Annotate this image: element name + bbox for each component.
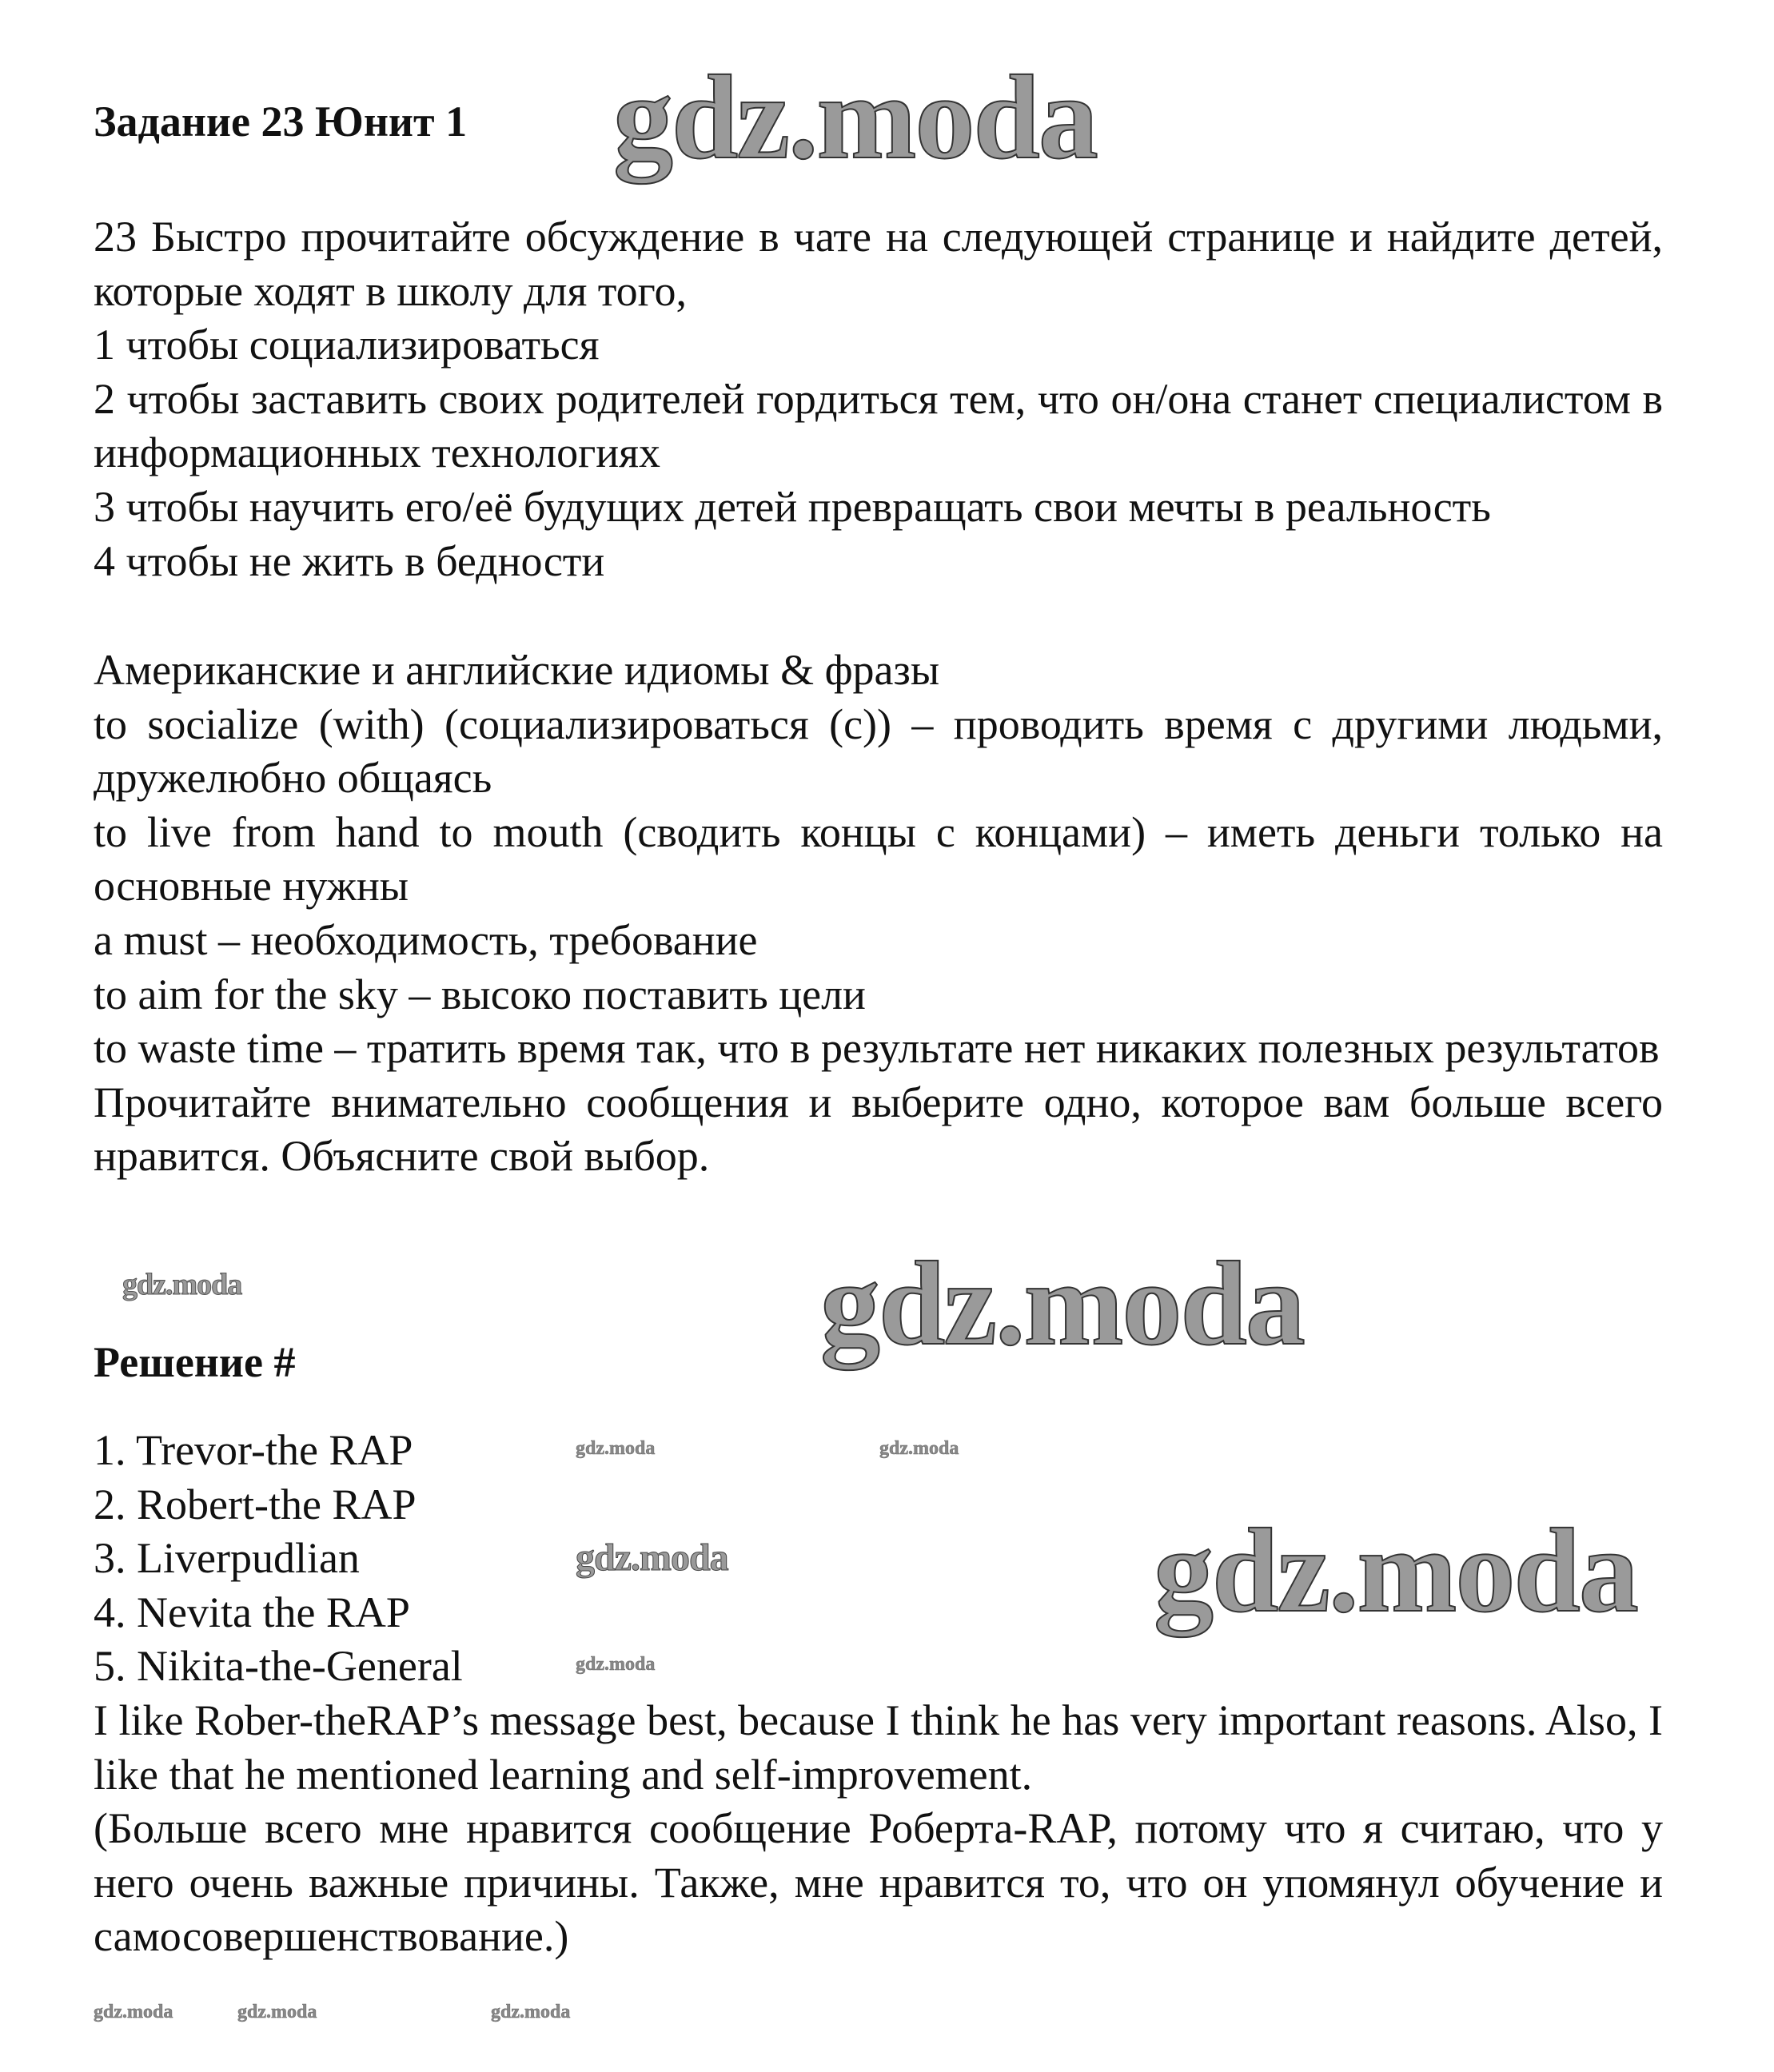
task-item: 4 чтобы не жить в бедности [94,536,605,585]
explanation-en: I like Rober-theRAP’s message best, because I think he has very important reasons. Also, I like that he mentioned learning and self-improvement. [94,1695,1663,1799]
explanation-ru: (Больше всего мне нравится сообщение Роберта-RAP, потому что я считаю, что у него очень важные причины. Также, мне нравится то, что он упомянул обучение и самосовершенствование.) [94,1804,1663,1961]
task-item: 3 чтобы научить его/её будущих детей превращать свои мечты в реальность [94,482,1491,531]
task-item: 1 чтобы социализироваться [94,321,600,369]
watermark-logo: gdz.moda [820,1237,1304,1370]
idiom-item: to aim for the sky – высоко поставить цели [94,970,866,1018]
task-intro: 23 Быстро прочитайте обсуждение в чате на следующей странице и найдите детей, которые ходят в школу для того, [94,213,1663,315]
idioms-section [94,644,1663,1184]
answer-item: 2. Robert-the RAP [94,1480,417,1528]
watermark-logo: gdz.moda [879,1438,959,1459]
idioms-heading: Американские и английские идиомы & фразы [94,646,940,694]
solution-heading: Решение # [94,1338,296,1386]
watermark-logo: gdz.moda [1154,1504,1637,1637]
watermark-logo: gdz.moda [122,1268,242,1301]
watermark-logo: gdz.moda [237,2002,317,2022]
task-item: 2 чтобы заставить своих родителей гордиться тем, что он/она станет специалистом в информационных технологиях [94,374,1663,477]
watermark-logo: gdz.moda [576,1536,728,1579]
instruction: Прочитайте внимательно сообщения и выберите одно, которое вам больше всего нравится. Объясните свой выбор. [94,1078,1663,1181]
page-title: Задание 23 Юнит 1 [94,98,468,145]
watermark-logo: gdz.moda [94,2002,173,2022]
watermark-logo: gdz.moda [613,51,1097,184]
idiom-item: to live from hand to mouth (сводить концы с концами) – иметь деньги только на основные нужны [94,807,1663,910]
watermark-logo: gdz.moda [576,1438,656,1459]
idiom-item: a must – необходимость, требование [94,915,758,964]
answer-item: 5. Nikita-the-General [94,1642,463,1691]
answer-item: 1. Trevor-the RAP [94,1426,413,1474]
watermark-logo: gdz.moda [491,2002,571,2022]
watermark-logo: gdz.moda [576,1654,656,1675]
task-section [94,210,1663,588]
idiom-item: to waste time – тратить время так, что в результате нет никаких полезных результатов [94,1024,1660,1073]
idiom-item: to socialize (with) (социализироваться (с)) – проводить время с другими людьми, дружелюбно общаясь [94,699,1663,803]
answer-item: 3. Liverpudlian [94,1534,360,1583]
answer-item: 4. Nevita the RAP [94,1588,410,1636]
